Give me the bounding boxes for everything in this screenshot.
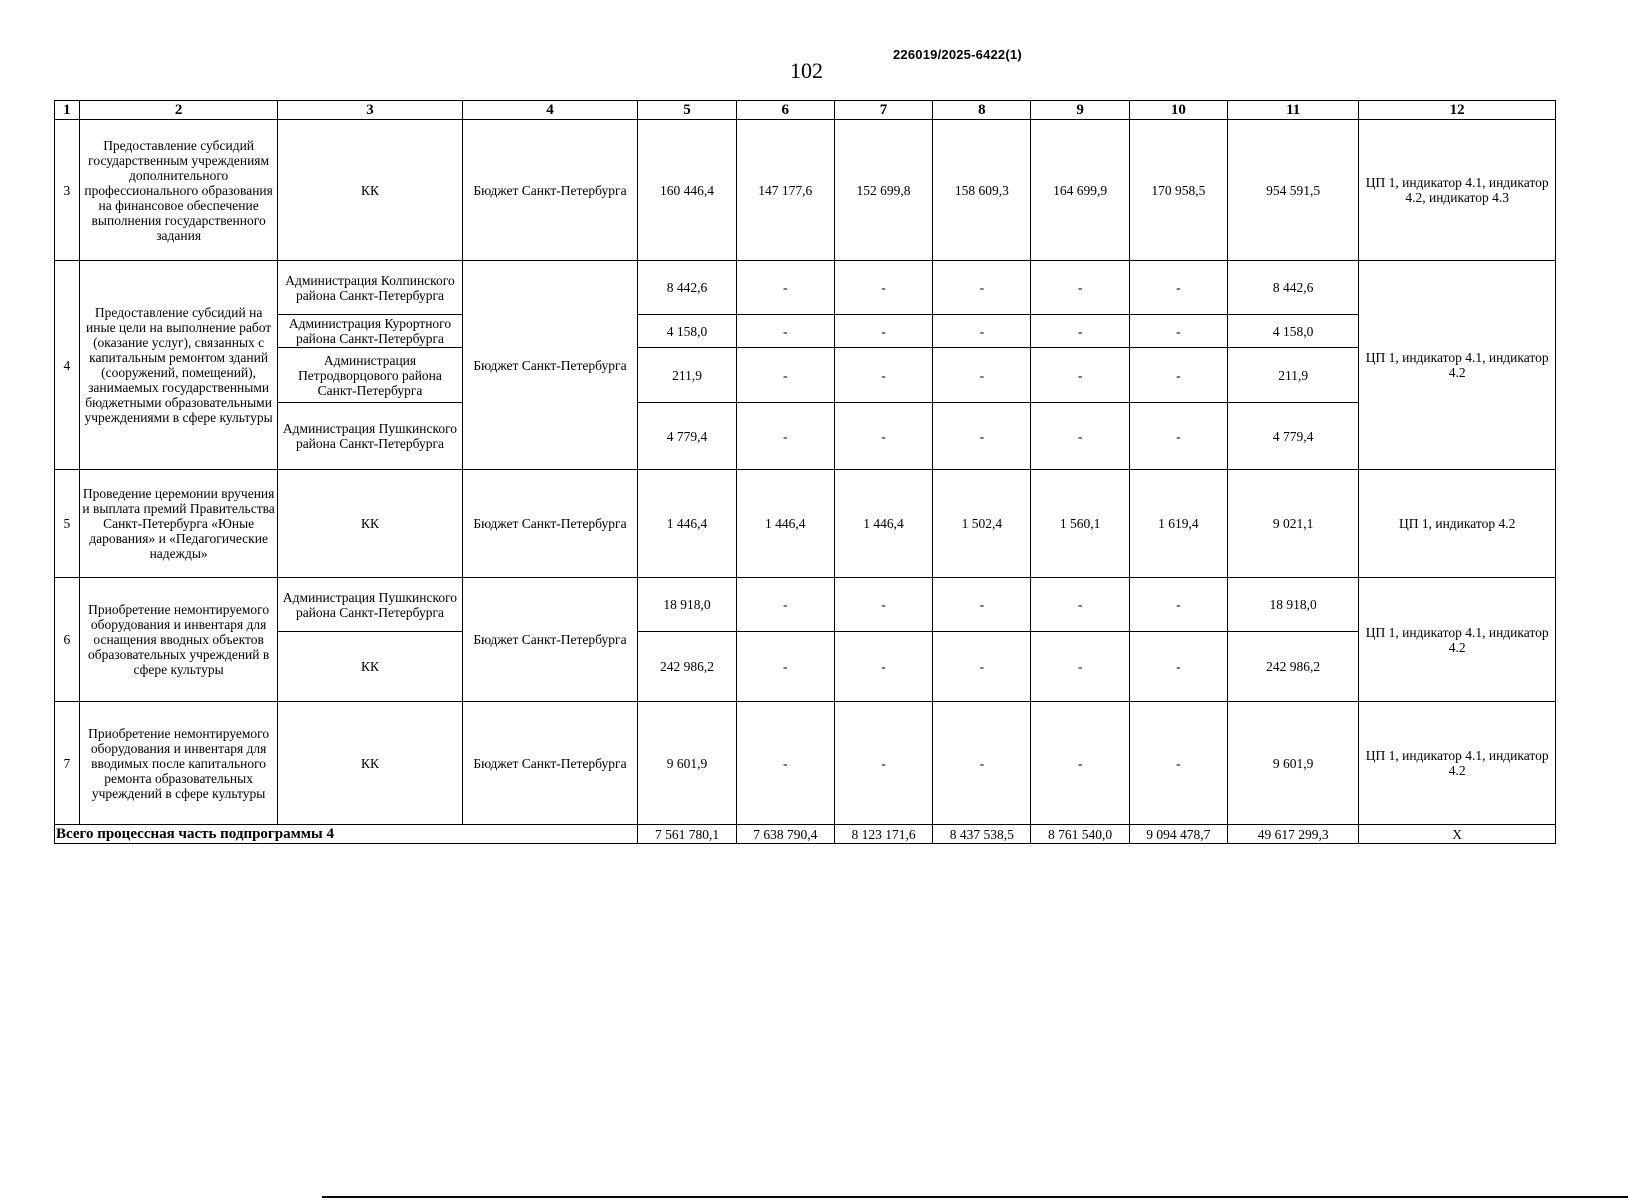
executor: КК bbox=[278, 120, 462, 261]
column-header: 6 bbox=[736, 101, 834, 120]
value-cell: 158 609,3 bbox=[933, 120, 1031, 261]
executor: Администрация Петродворцового района Санкт-Петербурга bbox=[278, 348, 462, 403]
value-cell: - bbox=[1129, 578, 1227, 632]
value-cell: - bbox=[834, 578, 932, 632]
value-cell: 18 918,0 bbox=[638, 578, 736, 632]
value-cell: - bbox=[736, 315, 834, 348]
activity-name: Проведение церемонии вручения и выплата премий Правительства Санкт-Петербурга «Юные дарования» и «Педагогические надежды» bbox=[79, 470, 278, 578]
value-cell: 211,9 bbox=[638, 348, 736, 403]
indicators: ЦП 1, индикатор 4.1, индикатор 4.2 bbox=[1359, 702, 1556, 825]
total-value: 7 638 790,4 bbox=[736, 825, 834, 844]
value-cell: 170 958,5 bbox=[1129, 120, 1227, 261]
column-header: 11 bbox=[1227, 101, 1358, 120]
value-cell: 9 021,1 bbox=[1227, 470, 1358, 578]
value-cell: 18 918,0 bbox=[1227, 578, 1358, 632]
executor: Администрация Колпинского района Санкт-Петербурга bbox=[278, 261, 462, 315]
value-cell: 9 601,9 bbox=[638, 702, 736, 825]
value-cell: - bbox=[1031, 632, 1129, 702]
value-cell: - bbox=[834, 403, 932, 470]
value-cell: 242 986,2 bbox=[1227, 632, 1358, 702]
value-cell: 1 446,4 bbox=[834, 470, 932, 578]
activity-name: Предоставление субсидий на иные цели на выполнение работ (оказание услуг), связанных с капитальным ремонтом зданий (сооружений, помещений), занимаемых государственными бюджетными образовательными учреждениями в сфере культуры bbox=[79, 261, 278, 470]
value-cell: - bbox=[834, 632, 932, 702]
total-label: Всего процессная часть подпрограммы 4 bbox=[55, 825, 638, 844]
table-row bbox=[55, 632, 1556, 702]
value-cell: 1 446,4 bbox=[638, 470, 736, 578]
value-cell: - bbox=[1031, 348, 1129, 403]
column-header: 1 bbox=[55, 101, 80, 120]
value-cell: - bbox=[933, 578, 1031, 632]
value-cell: - bbox=[933, 403, 1031, 470]
table-row bbox=[55, 348, 1556, 403]
value-cell: 160 446,4 bbox=[638, 120, 736, 261]
table-row bbox=[55, 578, 1556, 632]
value-cell: - bbox=[834, 315, 932, 348]
table-row bbox=[55, 120, 1556, 261]
value-cell: 1 446,4 bbox=[736, 470, 834, 578]
value-cell: 8 442,6 bbox=[1227, 261, 1358, 315]
indicators: ЦП 1, индикатор 4.1, индикатор 4.2 bbox=[1359, 578, 1556, 702]
table-row bbox=[55, 702, 1556, 825]
funding-source: Бюджет Санкт-Петербурга bbox=[462, 702, 638, 825]
row-number: 4 bbox=[55, 261, 80, 470]
indicators: ЦП 1, индикатор 4.1, индикатор 4.2, индикатор 4.3 bbox=[1359, 120, 1556, 261]
value-cell: - bbox=[1129, 632, 1227, 702]
value-cell: 4 158,0 bbox=[638, 315, 736, 348]
value-cell: - bbox=[933, 315, 1031, 348]
document-id: 226019/2025-6422(1) bbox=[893, 47, 1022, 62]
column-header: 8 bbox=[933, 101, 1031, 120]
value-cell: - bbox=[736, 403, 834, 470]
executor: Администрация Курортного района Санкт-Петербурга bbox=[278, 315, 462, 348]
value-cell: 1 502,4 bbox=[933, 470, 1031, 578]
table-row bbox=[55, 470, 1556, 578]
value-cell: 954 591,5 bbox=[1227, 120, 1358, 261]
table-row bbox=[55, 315, 1556, 348]
activity-name: Приобретение немонтируемого оборудования и инвентаря для оснащения вводных объектов образовательных учреждений в сфере культуры bbox=[79, 578, 278, 702]
value-cell: - bbox=[1129, 702, 1227, 825]
total-value: 9 094 478,7 bbox=[1129, 825, 1227, 844]
column-header: 10 bbox=[1129, 101, 1227, 120]
row-number: 5 bbox=[55, 470, 80, 578]
value-cell: 4 158,0 bbox=[1227, 315, 1358, 348]
value-cell: - bbox=[1129, 315, 1227, 348]
header-row bbox=[55, 101, 1556, 120]
row-number: 3 bbox=[55, 120, 80, 261]
executor: Администрация Пушкинского района Санкт-Петербурга bbox=[278, 578, 462, 632]
value-cell: 4 779,4 bbox=[1227, 403, 1358, 470]
total-value: Х bbox=[1359, 825, 1556, 844]
table-row bbox=[55, 403, 1556, 470]
column-header: 7 bbox=[834, 101, 932, 120]
row-number: 6 bbox=[55, 578, 80, 702]
total-value: 7 561 780,1 bbox=[638, 825, 736, 844]
value-cell: - bbox=[736, 702, 834, 825]
value-cell: - bbox=[736, 578, 834, 632]
indicators: ЦП 1, индикатор 4.2 bbox=[1359, 470, 1556, 578]
total-value: 8 761 540,0 bbox=[1031, 825, 1129, 844]
activity-name: Приобретение немонтируемого оборудования и инвентаря для вводимых после капитального ремонта образовательных учреждений в сфере культуры bbox=[79, 702, 278, 825]
value-cell: 1 560,1 bbox=[1031, 470, 1129, 578]
executor: Администрация Пушкинского района Санкт-Петербурга bbox=[278, 403, 462, 470]
value-cell: - bbox=[1031, 315, 1129, 348]
total-value: 8 437 538,5 bbox=[933, 825, 1031, 844]
value-cell: 242 986,2 bbox=[638, 632, 736, 702]
column-header: 9 bbox=[1031, 101, 1129, 120]
value-cell: 147 177,6 bbox=[736, 120, 834, 261]
column-header: 2 bbox=[79, 101, 278, 120]
value-cell: 1 619,4 bbox=[1129, 470, 1227, 578]
value-cell: - bbox=[1129, 261, 1227, 315]
executor: КК bbox=[278, 470, 462, 578]
indicators: ЦП 1, индикатор 4.1, индикатор 4.2 bbox=[1359, 261, 1556, 470]
total-value: 49 617 299,3 bbox=[1227, 825, 1358, 844]
value-cell: - bbox=[1031, 403, 1129, 470]
column-header: 12 bbox=[1359, 101, 1556, 120]
value-cell: - bbox=[1031, 578, 1129, 632]
value-cell: 164 699,9 bbox=[1031, 120, 1129, 261]
value-cell: - bbox=[933, 632, 1031, 702]
column-header: 5 bbox=[638, 101, 736, 120]
total-row bbox=[55, 825, 1556, 844]
value-cell: - bbox=[1129, 348, 1227, 403]
value-cell: - bbox=[736, 348, 834, 403]
executor: КК bbox=[278, 632, 462, 702]
value-cell: - bbox=[834, 261, 932, 315]
table-row bbox=[55, 261, 1556, 315]
value-cell: - bbox=[933, 261, 1031, 315]
bottom-rule bbox=[322, 1196, 1628, 1198]
budget-table bbox=[54, 100, 1556, 844]
row-number: 7 bbox=[55, 702, 80, 825]
funding-source: Бюджет Санкт-Петербурга bbox=[462, 470, 638, 578]
value-cell: - bbox=[736, 632, 834, 702]
activity-name: Предоставление субсидий государственным учреждениям дополнительного профессионального образования на финансовое обеспечение выполнения государственного задания bbox=[79, 120, 278, 261]
funding-source: Бюджет Санкт-Петербурга bbox=[462, 578, 638, 702]
column-header: 3 bbox=[278, 101, 462, 120]
value-cell: - bbox=[933, 348, 1031, 403]
value-cell: - bbox=[1031, 261, 1129, 315]
value-cell: 9 601,9 bbox=[1227, 702, 1358, 825]
value-cell: 8 442,6 bbox=[638, 261, 736, 315]
value-cell: 152 699,8 bbox=[834, 120, 932, 261]
value-cell: - bbox=[1031, 702, 1129, 825]
value-cell: - bbox=[834, 348, 932, 403]
value-cell: - bbox=[736, 261, 834, 315]
executor: КК bbox=[278, 702, 462, 825]
value-cell: - bbox=[1129, 403, 1227, 470]
funding-source: Бюджет Санкт-Петербурга bbox=[462, 261, 638, 470]
value-cell: - bbox=[834, 702, 932, 825]
value-cell: 211,9 bbox=[1227, 348, 1358, 403]
page-number: 102 bbox=[790, 58, 823, 83]
value-cell: 4 779,4 bbox=[638, 403, 736, 470]
total-value: 8 123 171,6 bbox=[834, 825, 932, 844]
column-header: 4 bbox=[462, 101, 638, 120]
value-cell: - bbox=[933, 702, 1031, 825]
funding-source: Бюджет Санкт-Петербурга bbox=[462, 120, 638, 261]
